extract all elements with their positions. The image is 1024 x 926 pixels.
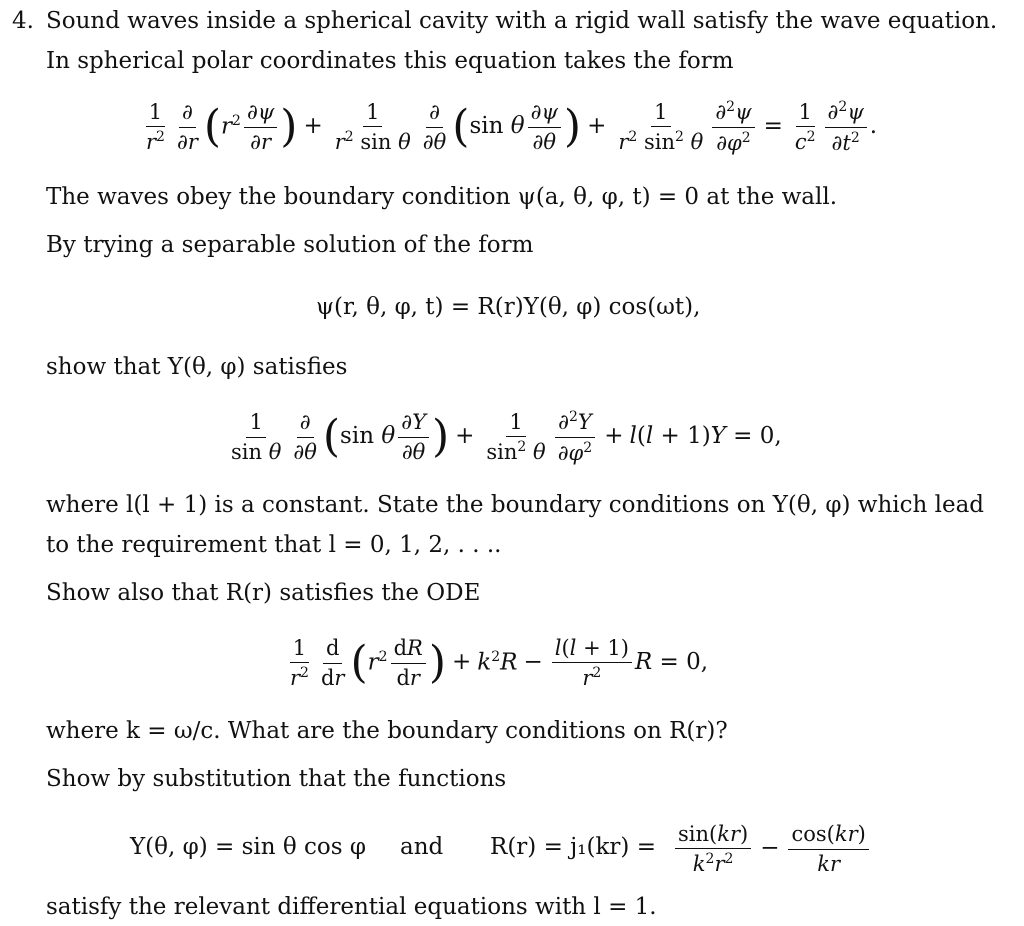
substitution-text: Show by substitution that the functions xyxy=(46,766,507,792)
wave-equation: $\frac{1}{r^2}$ $\frac{\partial}{\partial r}$ ( $r^2$ $\frac{\partial\psi}{\partial r}$ ) + $\frac{1}{r^2 \sin \theta}$ $\frac{\partial}{\partial\theta}$ ( sin θ $\frac{\partial\psi}{\partial\theta}$ ) + $\frac{1}{r^2 \sin^2 \theta}$ $\frac{\partial^2\psi}{\partial\varphi^2}$ = $\frac{1}{c^2}$ $\frac{\partial^2\psi}{\partial t^2}$ . xyxy=(146,99,878,155)
radial-ode: $\frac{1}{r^2}$ $\frac{d}{dr}$ ( $r^2$ $\frac{dR}{dr}$ ) + $k^2R$ − $\frac{l(l + 1)}{r^2}$ R = 0, xyxy=(290,635,709,690)
angular-equation: $\frac{1}{\text{sin θ}}$ $\frac{\partial}{\partial\theta}$ ( sin θ $\frac{\partial Y}{\partial\theta}$ ) + $\frac{1}{\sin^2 \theta}$ $\frac{\partial^2Y}{\partial\varphi^2}$ + l(l + 1)Y = 0, xyxy=(231,409,782,465)
show-Y-text: show that Y(θ, φ) satisfies xyxy=(46,354,348,380)
separable-equation: ψ(r, θ, φ, t) = R(r)Y(θ, φ) cos(ωt), xyxy=(316,294,701,320)
bessel-expression: $\frac{\sin(kr)}{k^2r^2}$ − $\frac{\cos(kr)}{kr}$ xyxy=(672,814,872,884)
function-Y: Y(θ, φ) = sin θ cos φ xyxy=(130,834,366,860)
function-and: and xyxy=(400,834,444,860)
where-k-text: where k = ω/c. What are the boundary conditions on R(r)? xyxy=(46,718,728,744)
function-R: R(r) = j₁(kr) = xyxy=(490,834,656,860)
problem-number: 4. xyxy=(12,8,34,34)
separable-text: By trying a separable solution of the form xyxy=(46,232,534,258)
where-l-line-1: where l(l + 1) is a constant. State the boundary conditions on Y(θ, φ) which lead xyxy=(46,492,985,518)
intro-line-1: Sound waves inside a spherical cavity with a rigid wall satisfy the wave equation. xyxy=(46,8,998,34)
boundary-condition-text: The waves obey the boundary condition ψ(a, θ, φ, t) = 0 at the wall. xyxy=(46,184,838,210)
intro-line-2: In spherical polar coordinates this equation takes the form xyxy=(46,48,734,74)
show-R-text: Show also that R(r) satisfies the ODE xyxy=(46,580,481,606)
final-text: satisfy the relevant differential equations with l = 1. xyxy=(46,894,657,920)
where-l-line-2: to the requirement that l = 0, 1, 2, . . .. xyxy=(46,532,502,558)
